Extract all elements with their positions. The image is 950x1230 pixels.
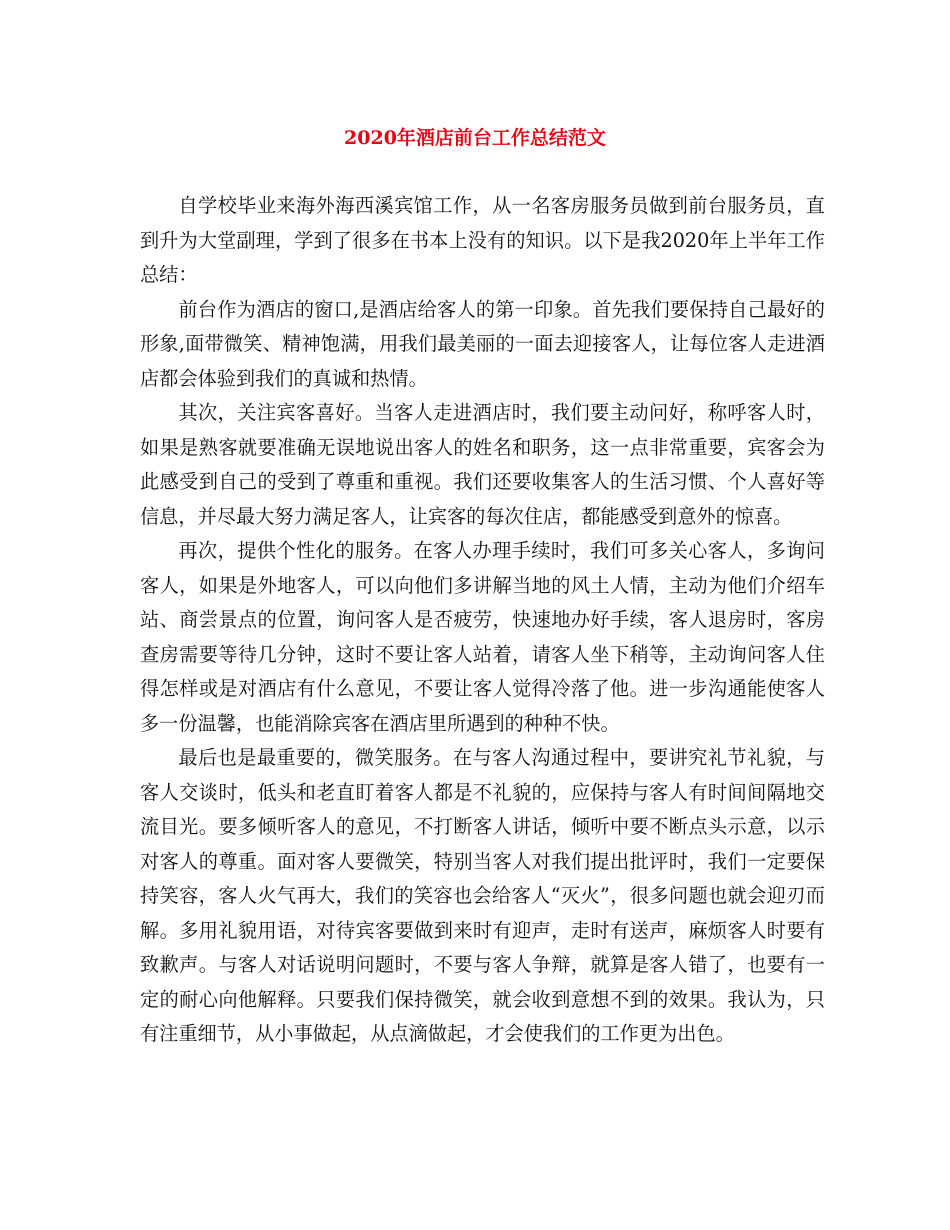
document-title: 2020年酒店前台工作总结范文	[344, 127, 606, 149]
paragraph-intro: 自学校毕业来海外海西溪宾馆工作，从一名客房服务员做到前台服务员，直到升为大堂副理，学到了很多在书本上没有的知识。以下是我2020年上半年工作总结：	[140, 194, 825, 286]
document-body	[140, 189, 825, 1052]
paragraph-guest-preferences: 其次，关注宾客喜好。当客人走进酒店时，我们要主动问好，称呼客人时，如果是熟客就要准确无误地说出客人的姓名和职务，这一点非常重要，宾客会为此感受到自己的受到了尊重和重视。我们还要收集客人的生活习惯、个人喜好等信息，并尽最大努力满足客人，让宾客的每次住店，都能感受到意外的惊喜。	[140, 401, 825, 528]
paragraph-personalized-service: 再次，提供个性化的服务。在客人办理手续时，我们可多关心客人，多询问客人，如果是外地客人，可以向他们多讲解当地的风土人情，主动为他们介绍车站、商尝景点的位置，询问客人是否疲劳，快速地办好手续，客人退房时，客房查房需要等待几分钟，这时不要让客人站着，请客人坐下稍等，主动询问客人住得怎样或是对酒店有什么意见，不要让客人觉得冷落了他。进一步沟通能使客人多一份温馨，也能消除宾客在酒店里所遇到的种种不快。	[140, 539, 825, 735]
paragraph-smile-service: 最后也是最重要的，微笑服务。在与客人沟通过程中，要讲究礼节礼貌，与客人交谈时，低头和老直盯着客人都是不礼貌的，应保持与客人有时间间隔地交流目光。要多倾听客人的意见，不打断客人讲话，倾听中要不断点头示意，以示对客人的尊重。面对客人要微笑，特别当客人对我们提出批评时，我们一定要保持笑容，客人火气再大，我们的笑容也会给客人“灭火”，很多问题也就会迎刃而解。多用礼貌用语，对待宾客要做到来时有迎声，走时有送声，麻烦客人时要有致歉声。与客人对话说明问题时，不要与客人争辩，就算是客人错了，也要有一定的耐心向他解释。只要我们保持微笑，就会收到意想不到的效果。我认为，只有注重细节，从小事做起，从点滴做起，才会使我们的工作更为出色。	[140, 746, 825, 1045]
paragraph-front-desk-image: 前台作为酒店的窗口,是酒店给客人的第一印象。首先我们要保持自己最好的形象,面带微笑、精神饱满，用我们最美丽的一面去迎接客人，让每位客人走进酒店都会体验到我们的真诚和热情。	[140, 297, 825, 390]
